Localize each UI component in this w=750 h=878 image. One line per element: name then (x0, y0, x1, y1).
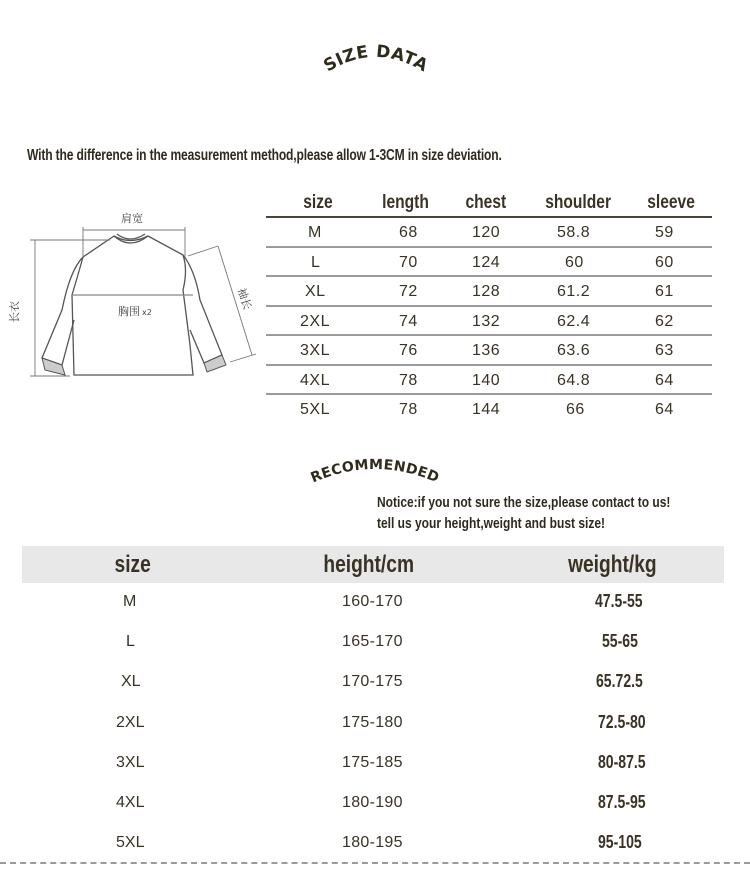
svg-text:RECOMMENDED: RECOMMENDED (308, 456, 442, 487)
table-row: M 68 120 58.8 59 (266, 218, 712, 248)
svg-text:袖长: 袖长 (234, 286, 254, 312)
col-header-chest: chest (465, 192, 507, 213)
table-row: L 70 124 60 60 (266, 248, 712, 278)
table-row: 5XL 180-195 95-105 (116, 832, 642, 853)
table-row: XL 170-175 65.72.5 (121, 671, 643, 692)
table-row: 4XL 78 140 64.8 64 (266, 366, 712, 396)
col-header-shoulder: shoulder (545, 192, 612, 213)
size-data-table (266, 188, 712, 425)
svg-text:SIZE DATA: SIZE DATA (320, 41, 430, 77)
recommend-table (22, 546, 724, 866)
col-header-size: size (303, 192, 333, 213)
table-row: 5XL 78 144 66 64 (300, 401, 674, 418)
svg-text:肩宽: 肩宽 (121, 212, 143, 225)
table-row: XL 72 128 61.2 61 (266, 277, 712, 307)
notice-line-2: tell us your height,weight and bust size! (377, 515, 606, 532)
table-row: 4XL 180-190 87.5-95 (116, 791, 646, 812)
dashed-divider (0, 862, 750, 864)
table-row: 3XL 175-185 80-87.5 (116, 751, 646, 772)
col-header-weight: weight/kg (568, 551, 657, 578)
table-row: L 165-170 55-65 (126, 631, 638, 652)
svg-text:胸围: 胸围 (118, 305, 140, 318)
table-row: 2XL 74 132 62.4 62 (266, 307, 712, 337)
recommend-table-header (22, 546, 724, 583)
table-row: 2XL 175-180 72.5-80 (116, 711, 646, 732)
col-header-height: height/cm (323, 551, 415, 578)
table-row: M 160-170 47.5-55 (123, 591, 643, 611)
size-table-header (266, 188, 712, 218)
size-data-title (320, 28, 430, 78)
col-header-size: size (114, 551, 151, 578)
recommended-title (300, 445, 450, 490)
recommend-notice (377, 492, 670, 534)
svg-text:长衣: 长衣 (8, 301, 21, 323)
col-header-length: length (382, 192, 429, 213)
notice-line-1: Notice:if you not sure the size,please contact to us! (377, 494, 671, 511)
svg-text:x2: x2 (142, 308, 152, 317)
table-row: 3XL 76 136 63.6 63 (266, 336, 712, 366)
measurement-note: With the difference in the measurement method,please allow 1-3CM in size deviation. (27, 147, 502, 164)
sweater-diagram (0, 200, 260, 390)
col-header-sleeve: sleeve (647, 192, 695, 213)
sweater-outline-icon (0, 200, 260, 390)
